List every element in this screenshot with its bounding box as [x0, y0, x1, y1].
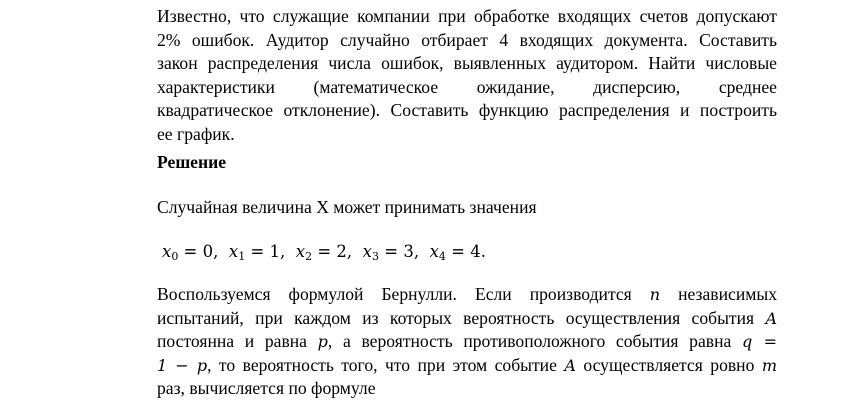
document-page [157, 0, 777, 409]
problem-line: характеристики (математическое ожидание, дисперсию, среднее [157, 76, 777, 97]
problem-statement [157, 5, 777, 146]
bernoulli-line: 1 − p, то вероятность того, что при этом событие A осуществляется ровно m [157, 354, 778, 375]
problem-line: ее график. [157, 123, 235, 144]
value-item: $x_4 = 4$. [429, 242, 486, 263]
value-item: $x_0 = 0$, [162, 242, 219, 263]
solution-intro: Случайная величина X может принимать значения [157, 197, 537, 217]
problem-line: закон распределения числа ошибок, выявленных аудитором. Найти числовые [157, 53, 777, 73]
value-item: $x_2 = 2$, [295, 242, 353, 263]
bernoulli-line: испытаний, при каждом из которых вероятность осуществления события A [157, 307, 777, 328]
problem-line: Известно, что служащие компании при обработке входящих счетов допускают [157, 6, 777, 26]
bernoulli-line: Воспользуемся формулой Бернулли. Если производится n независимых [157, 284, 777, 304]
value-item: $x_1 = 1$, [228, 242, 286, 263]
bernoulli-line: раз, вычисляется по формуле [157, 378, 376, 399]
problem-line: 2% ошибок. Аудитор случайно отбирает 4 входящих документа. Составить [157, 29, 777, 50]
bernoulli-paragraph [157, 283, 777, 401]
bernoulli-line: постоянна и равна p, а вероятность противоположного события равна q = [157, 331, 777, 352]
solution-heading: Решение [157, 152, 227, 172]
value-item: $x_3 = 3$, [362, 242, 420, 263]
problem-line: квадратическое отклонение). Составить функцию распределения и построить [157, 100, 777, 120]
values-formula [162, 240, 486, 269]
